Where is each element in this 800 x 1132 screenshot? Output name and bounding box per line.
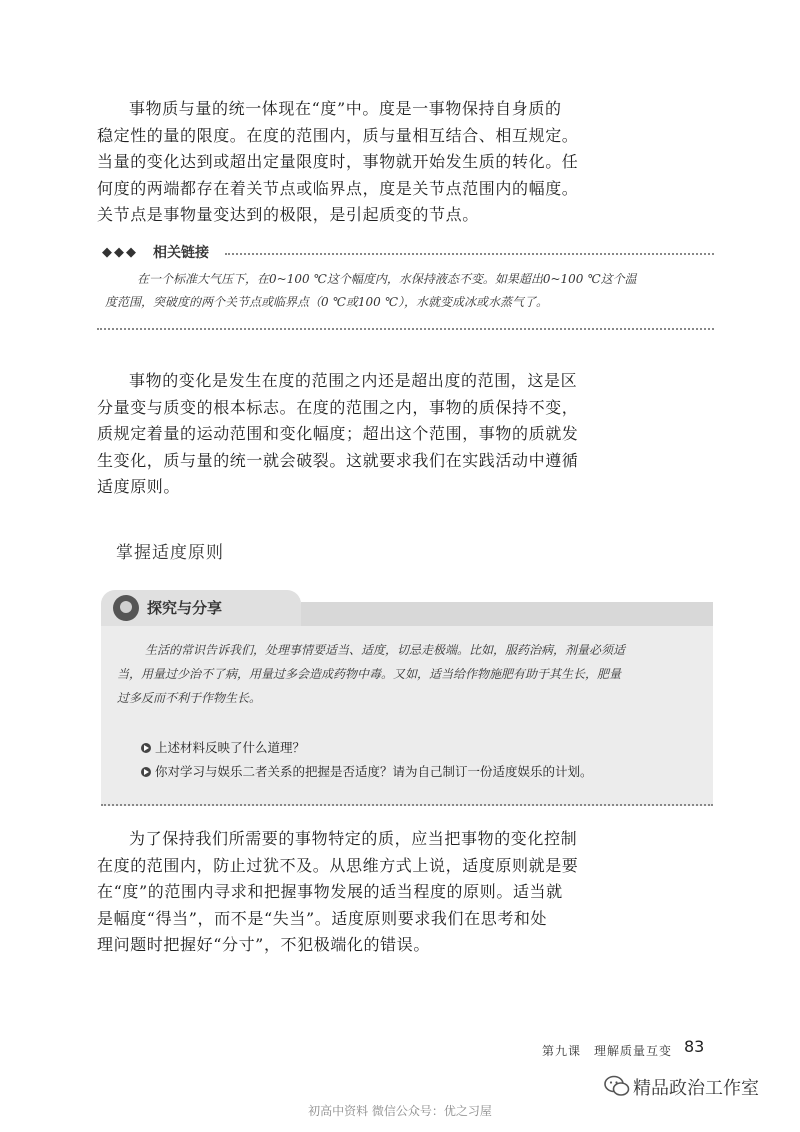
paragraph-line: 为了保持我们所需要的事物特定的质，应当把事物的变化控制 <box>129 829 578 848</box>
question-item <box>141 760 593 784</box>
explore-badge-icon <box>113 595 139 621</box>
chapter-label: 第九课 理解质量互变 <box>542 1044 673 1058</box>
dotted-divider <box>101 804 713 806</box>
paragraph-2 <box>97 368 579 501</box>
paragraph-line: 何度的两端都存在着关节点或临界点，度是关节点范围内的幅度。 <box>97 178 579 198</box>
page-number: 83 <box>684 1037 705 1056</box>
question-list <box>141 736 593 784</box>
section-heading: 掌握适度原则 <box>116 543 224 563</box>
explore-title: 探究与分享 <box>147 599 223 617</box>
play-bullet-icon <box>141 767 151 777</box>
question-text: 上述材料反映了什么道理？ <box>155 740 306 755</box>
explore-header-tab <box>101 590 301 626</box>
paragraph-line: 事物的变化是发生在度的范围之内还是超出度的范围，这是区 <box>129 371 578 390</box>
question-text: 你对学习与娱乐二者关系的把握是否适度？请为自己制订一份适度娱乐的计划。 <box>155 764 593 779</box>
explore-header-bar <box>301 602 713 626</box>
dotted-divider <box>97 328 714 330</box>
diamond-bullets-icon: ◆◆◆ <box>102 245 138 260</box>
paragraph-1 <box>97 96 579 229</box>
brand-watermark: 精品政治工作室 <box>633 1078 759 1099</box>
dotted-divider <box>225 253 714 255</box>
explore-share-box <box>101 590 713 806</box>
play-bullet-icon <box>141 743 151 753</box>
related-link-box <box>97 242 714 334</box>
paragraph-line: 适度原则。 <box>97 477 181 496</box>
paragraph-line: 分量变与质变的根本标志。在度的范围之内，事物的质保持不变， <box>97 397 579 417</box>
paragraph-line: 质规定着量的运动范围和变化幅度；超出这个范围，事物的质就发 <box>97 424 579 443</box>
caption-text: 初高中资料 微信公众号：优之习屋 <box>308 1104 492 1118</box>
explore-text <box>111 638 711 710</box>
paragraph-line: 是幅度“得当”，而不是“失当”。适度原则要求我们在思考和处 <box>97 908 548 928</box>
related-link-line: 在一个标准大气压下，在0~100 ℃这个幅度内，水保持液态不变。如果超出0~100 ℃这个温 <box>137 272 637 286</box>
paragraph-line: 在“度”的范围内寻求和把握事物发展的适当程度的原则。适当就 <box>97 882 563 901</box>
related-link-text <box>97 268 714 314</box>
question-item <box>141 736 593 760</box>
paragraph-line: 当量的变化达到或超出定量限度时，事物就开始发生质的转化。任 <box>97 152 579 171</box>
paragraph-3 <box>97 826 579 959</box>
paragraph-line: 关节点是事物量变达到的极限，是引起质变的节点。 <box>97 205 479 224</box>
paragraph-line: 理问题时把握好“分寸”，不犯极端化的错误。 <box>97 935 430 954</box>
paragraph-line: 稳定性的量的限度。在度的范围内，质与量相互结合、相互规定。 <box>97 125 579 145</box>
paragraph-line: 事物质与量的统一体现在“度”中。度是一事物保持自身质的 <box>129 99 562 118</box>
explore-line: 当，用量过少治不了病，用量过多会造成药物中毒。又如，适当给作物施肥有助于其生长，肥量 <box>117 667 622 681</box>
wechat-icon <box>604 1075 630 1097</box>
related-link-header <box>97 242 714 264</box>
paragraph-line: 在度的范围内，防止过犹不及。从思维方式上说，适度原则就是要 <box>97 855 579 875</box>
related-link-title: 相关链接 <box>153 245 209 261</box>
related-link-line: 度范围，突破度的两个关节点或临界点（0 ℃或100 ℃），水就变成冰或水蒸气了。 <box>105 295 549 309</box>
explore-line: 过多反而不利于作物生长。 <box>117 691 262 705</box>
explore-line: 生活的常识告诉我们，处理事情要适当、适度，切忌走极端。比如，服药治病，剂量必须适 <box>145 643 626 657</box>
paragraph-line: 生变化，质与量的统一就会破裂。这就要求我们在实践活动中遵循 <box>97 450 579 470</box>
